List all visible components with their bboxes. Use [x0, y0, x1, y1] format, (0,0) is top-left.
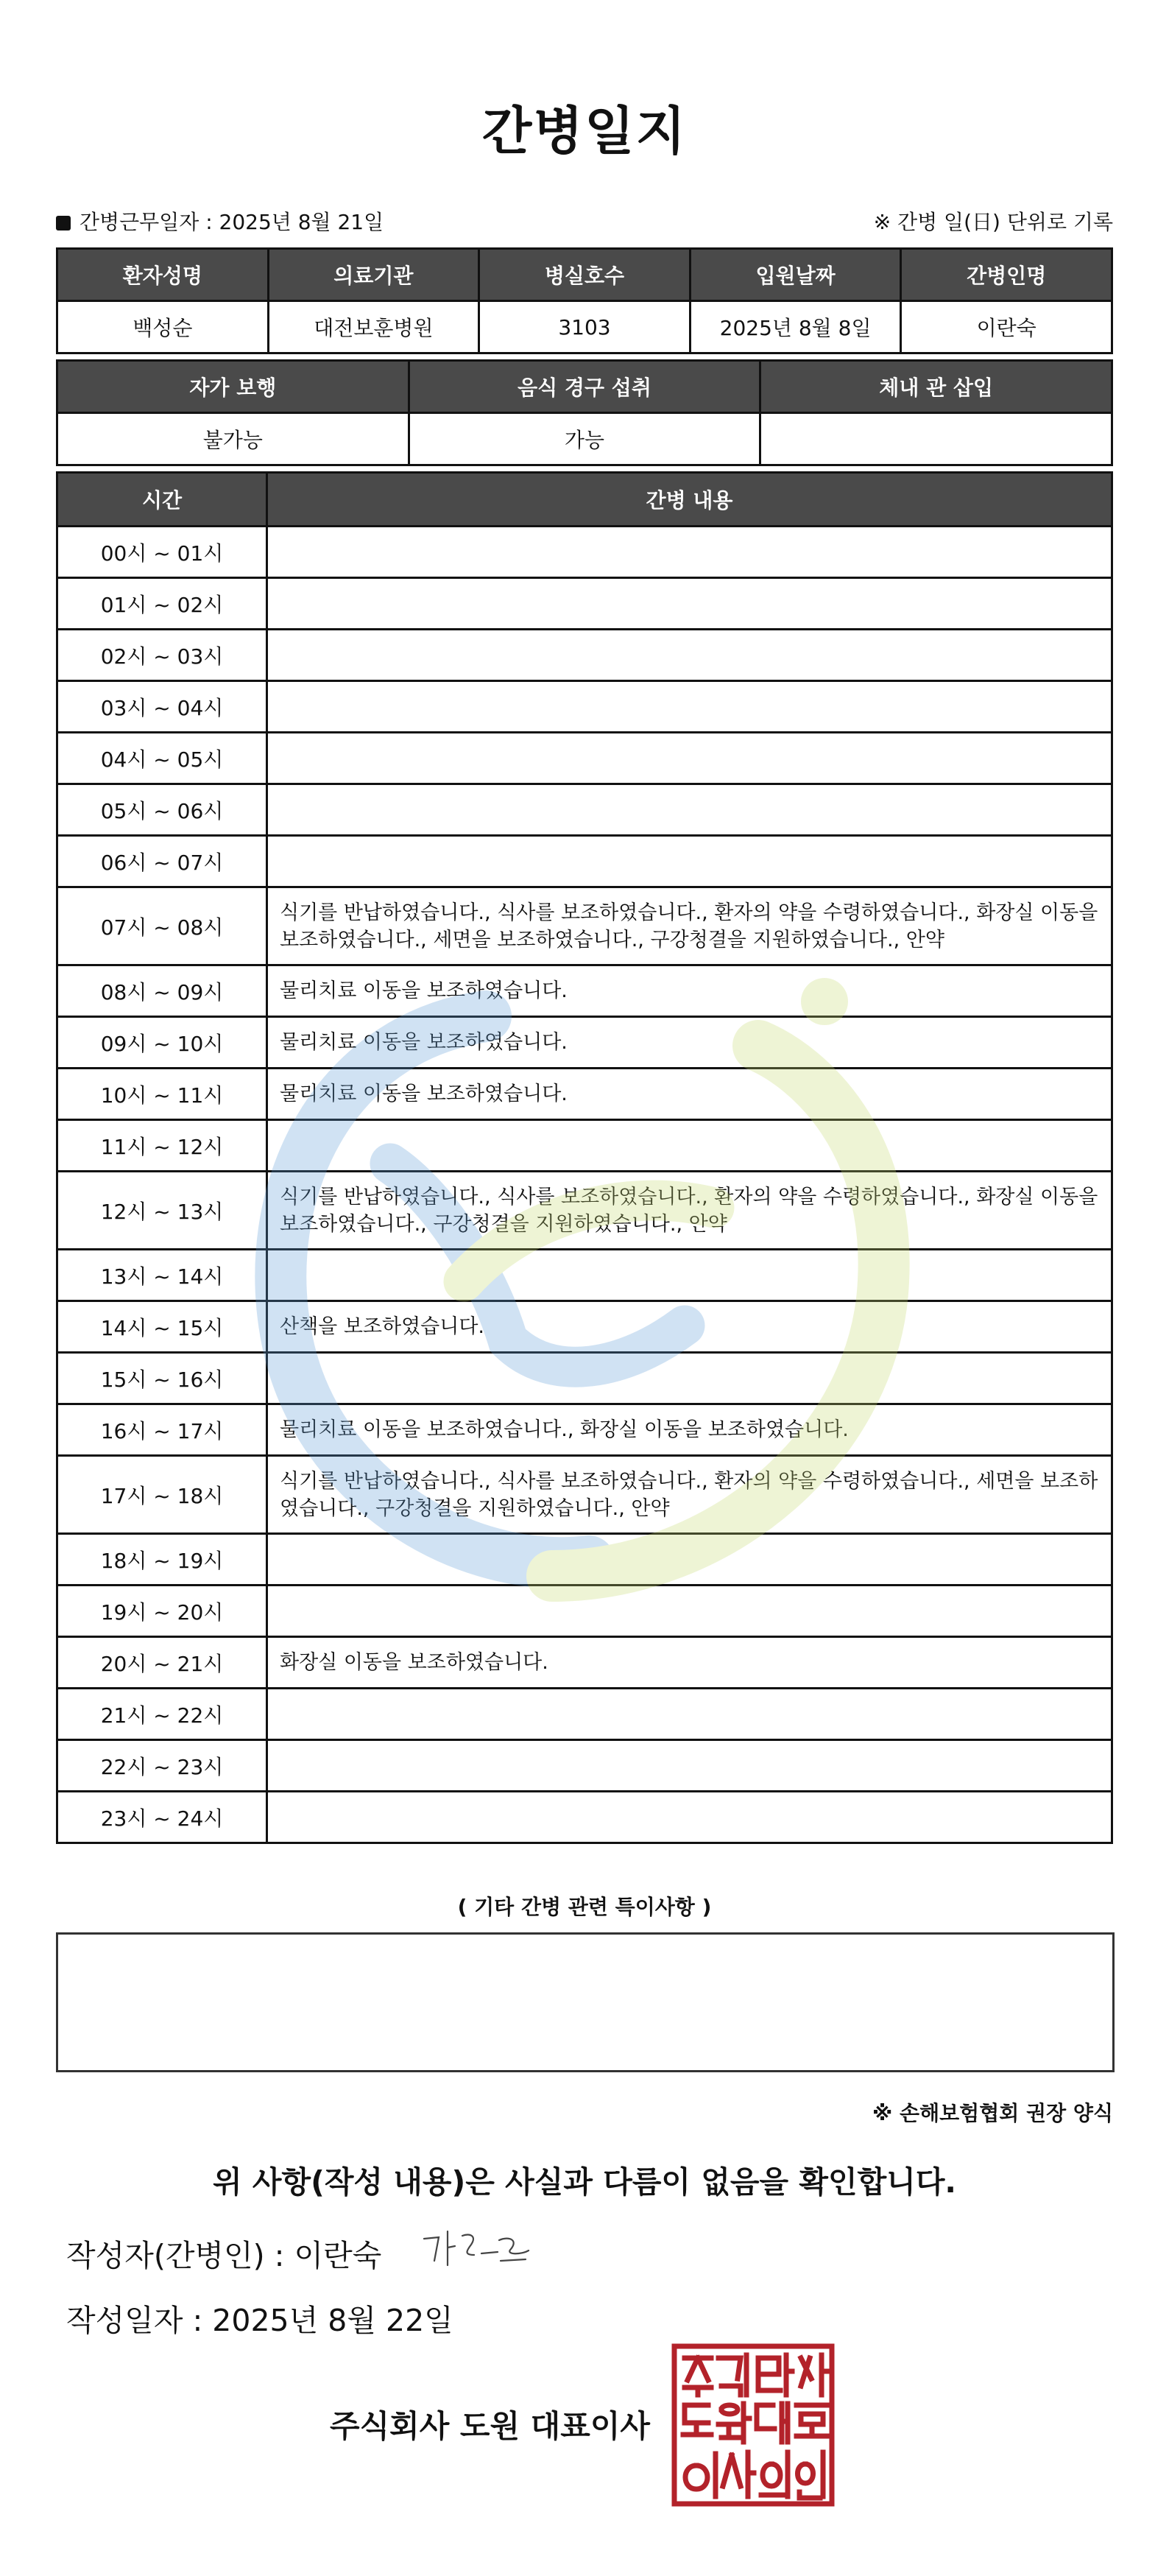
hospital: 대전보훈병원: [268, 301, 479, 353]
log-time: 21시 ~ 22시: [57, 1689, 267, 1740]
log-time: 22시 ~ 23시: [57, 1740, 267, 1792]
status-header-row: [57, 361, 1112, 413]
log-row: [57, 784, 1112, 836]
log-time: 19시 ~ 20시: [57, 1586, 267, 1637]
log-time: 08시 ~ 09시: [57, 965, 267, 1017]
log-content: [267, 578, 1112, 630]
log-content: [267, 527, 1112, 578]
status-value-row: [57, 413, 1112, 465]
log-time: 16시 ~ 17시: [57, 1404, 267, 1456]
log-content: [267, 733, 1112, 784]
company-seal-icon: [670, 2342, 836, 2508]
log-time: 02시 ~ 03시: [57, 630, 267, 681]
self-walking-value: 불가능: [57, 413, 409, 465]
log-time: 23시 ~ 24시: [57, 1792, 267, 1843]
log-content: 식기를 반납하였습니다., 식사를 보조하였습니다., 환자의 약을 수령하였습니다., 세면을 보조하였습니다., 구강청결을 지원하였습니다., 안약: [267, 1456, 1112, 1534]
notes-box: [56, 1932, 1115, 2072]
header-oral-intake: 음식 경구 섭취: [409, 361, 760, 413]
log-time: 06시 ~ 07시: [57, 836, 267, 887]
writer-line: 작성자(간병인) : 이란숙: [66, 2238, 382, 2273]
caregiver-name: 이란숙: [901, 301, 1112, 353]
oral-intake-value: 가능: [409, 413, 760, 465]
log-row: [57, 578, 1112, 630]
header-caregiver: 간병인명: [901, 249, 1112, 301]
log-row: [57, 836, 1112, 887]
log-header-row: [57, 473, 1112, 527]
log-row: [57, 733, 1112, 784]
write-date-line: 작성일자 : 2025년 8월 22일: [66, 2303, 453, 2338]
header-hospital: 의료기관: [268, 249, 479, 301]
log-content: [267, 1792, 1112, 1843]
tube-insertion-value: [760, 413, 1112, 465]
log-time: 00시 ~ 01시: [57, 527, 267, 578]
log-content: 물리치료 이동을 보조하였습니다.: [267, 1069, 1112, 1120]
log-content: 물리치료 이동을 보조하였습니다., 화장실 이동을 보조하였습니다.: [267, 1404, 1112, 1456]
recommend-note: ※ 손해보험협회 권장 양식: [872, 2101, 1113, 2125]
header-patient-name: 환자성명: [57, 249, 269, 301]
header-admission-date: 입원날짜: [690, 249, 901, 301]
log-content: 산책을 보조하였습니다.: [267, 1301, 1112, 1353]
log-row: [57, 527, 1112, 578]
patient-info-header-row: [57, 249, 1112, 301]
log-row: [57, 681, 1112, 733]
log-time: 15시 ~ 16시: [57, 1353, 267, 1404]
log-time: 12시 ~ 13시: [57, 1172, 267, 1250]
log-row: [57, 630, 1112, 681]
header-self-walking: 자가 보행: [57, 361, 409, 413]
log-content: 화장실 이동을 보조하였습니다.: [267, 1637, 1112, 1689]
log-content: [267, 630, 1112, 681]
log-row: [57, 1740, 1112, 1792]
patient-info-value-row: [57, 301, 1112, 353]
patient-name: 백성순: [57, 301, 269, 353]
work-date-text: 간병근무일자 : 2025년 8월 21일: [80, 210, 384, 234]
admission-date: 2025년 8월 8일: [690, 301, 901, 353]
log-time: 04시 ~ 05시: [57, 733, 267, 784]
log-row: [57, 1689, 1112, 1740]
log-content: 식기를 반납하였습니다., 식사를 보조하였습니다., 환자의 약을 수령하였습니다., 화장실 이동을 보조하였습니다., 세면을 보조하였습니다., 구강청결을 지원하였습니다., 안약: [267, 887, 1112, 965]
log-time: 05시 ~ 06시: [57, 784, 267, 836]
log-row: [57, 1792, 1112, 1843]
header-room: 병실호수: [479, 249, 691, 301]
log-time: 20시 ~ 21시: [57, 1637, 267, 1689]
log-time: 13시 ~ 14시: [57, 1250, 267, 1301]
log-time: 11시 ~ 12시: [57, 1120, 267, 1172]
page-title: 간병일지: [481, 101, 688, 161]
log-time: 17시 ~ 18시: [57, 1456, 267, 1534]
company-representative: 주식회사 도원 대표이사: [330, 2408, 650, 2444]
header-time: 시간: [57, 473, 267, 527]
header-care-content: 간병 내용: [267, 473, 1112, 527]
log-content: 식기를 반납하였습니다., 식사를 보조하였습니다., 환자의 약을 수령하였습니다., 화장실 이동을 보조하였습니다., 구강청결을 지원하였습니다., 안약: [267, 1172, 1112, 1250]
unit-note: ※ 간병 일(日) 단위로 기록: [873, 210, 1113, 234]
log-time: 18시 ~ 19시: [57, 1534, 267, 1586]
log-row: [57, 1637, 1112, 1689]
log-content: 물리치료 이동을 보조하였습니다.: [267, 1017, 1112, 1069]
log-content: [267, 1689, 1112, 1740]
room-number: 3103: [479, 301, 691, 353]
notes-title: ( 기타 간병 관련 특이사항 ): [457, 1895, 712, 1919]
log-content: [267, 836, 1112, 887]
log-time: 14시 ~ 15시: [57, 1301, 267, 1353]
log-time: 10시 ~ 11시: [57, 1069, 267, 1120]
log-content: [267, 681, 1112, 733]
work-date: [56, 206, 384, 236]
log-time: 07시 ~ 08시: [57, 887, 267, 965]
log-row: [57, 887, 1112, 965]
log-content: [267, 1740, 1112, 1792]
signature-icon: [418, 2223, 536, 2274]
log-time: 03시 ~ 04시: [57, 681, 267, 733]
log-content: [267, 784, 1112, 836]
square-bullet-icon: [56, 216, 71, 230]
header-tube-insertion: 체내 관 삽입: [760, 361, 1112, 413]
patient-info-table: [56, 247, 1113, 354]
patient-status-table: [56, 359, 1113, 466]
log-time: 01시 ~ 02시: [57, 578, 267, 630]
log-content: 물리치료 이동을 보조하였습니다.: [267, 965, 1112, 1017]
watermark-logo-icon: [243, 972, 920, 1605]
confirmation-statement: 위 사항(작성 내용)은 사실과 다름이 없음을 확인합니다.: [212, 2164, 957, 2200]
log-time: 09시 ~ 10시: [57, 1017, 267, 1069]
